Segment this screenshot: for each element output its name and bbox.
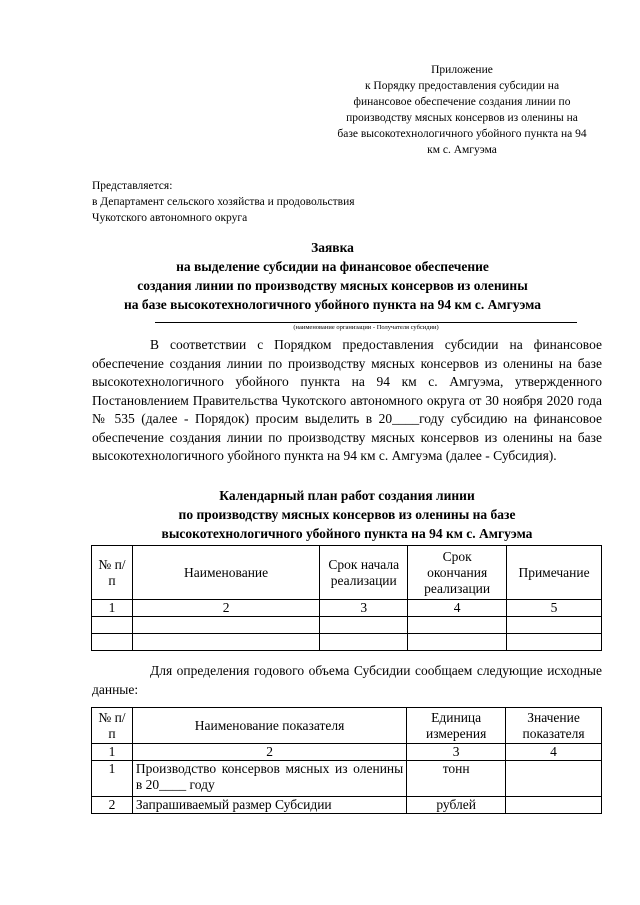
indicator-unit: тонн xyxy=(407,761,506,797)
number-cell: 1 xyxy=(92,600,133,617)
submitted-line: Чукотского автономного округа xyxy=(92,212,248,224)
header-cell: № п/п xyxy=(92,546,133,600)
title-line: на выделение субсидии на финансовое обеспечение xyxy=(176,259,489,274)
number-cell: 3 xyxy=(407,744,506,761)
table-row xyxy=(92,761,602,797)
calendar-plan-table xyxy=(91,545,602,651)
appendix-line: производству мясных консервов из оленины на xyxy=(346,112,578,124)
number-cell: 4 xyxy=(408,600,507,617)
request-paragraph xyxy=(92,336,602,466)
submitted-line: в Департамент сельского хозяйства и продовольствия xyxy=(92,196,355,208)
table-row xyxy=(92,634,602,651)
indicator-name: Производство консервов мясных из оленины в 20____ году xyxy=(132,761,406,797)
empty-cell xyxy=(92,617,133,634)
table-number-row xyxy=(92,600,602,617)
header-cell: Значение показателя xyxy=(506,708,602,744)
row-number: 1 xyxy=(92,761,133,797)
row-number: 2 xyxy=(92,797,133,814)
title-line: на базе высокотехнологичного убойного пункта на 94 км с. Амгуэма xyxy=(123,297,542,312)
initial-data-text: Для определения годового объема Субсидии сообщаем следующие исходные данные: xyxy=(92,663,602,697)
header-cell: Наименование показателя xyxy=(132,708,406,744)
appendix-line: базе высокотехнологичного убойного пункта на 94 xyxy=(337,128,587,140)
appendix-block xyxy=(318,62,606,158)
indicator-value xyxy=(506,797,602,814)
empty-cell xyxy=(320,617,408,634)
table-header-row xyxy=(92,546,602,600)
document-title xyxy=(60,238,605,314)
request-paragraph-text: В соответствии с Порядком предоставления субсидии на финансовое обеспечение создания линии по производству мясных консервов из оленины на базе высокотехнологичного убойного пункта на 94 км с. Амгуэма, утвержденного Постановлением Правительства Чукотского автономного округа от 30 ноября 2020 года № 535 (далее - Порядок) просим выделить в 20____году субсидию на финансовое обеспечение создания линии по производству мясных консервов из оленины на базе высокотехнологичного убойного пункта на 94 км с. Амгуэма (далее - Субсидия). xyxy=(92,337,602,463)
table-header-row xyxy=(92,708,602,744)
header-cell: № п/п xyxy=(92,708,133,744)
submitted-line: Представляется: xyxy=(92,180,173,192)
appendix-line: к Порядку предоставления субсидии на xyxy=(364,80,560,92)
appendix-line: Приложение xyxy=(431,64,493,76)
indicators-table xyxy=(91,707,602,814)
table-number-row xyxy=(92,744,602,761)
empty-cell xyxy=(320,634,408,651)
empty-cell xyxy=(507,634,602,651)
subtitle-line: Календарный план работ создания линии xyxy=(219,488,475,503)
table-row xyxy=(92,617,602,634)
submitted-to-block xyxy=(92,178,512,226)
title-line: создания линии по производству мясных консервов из оленины xyxy=(137,278,528,293)
table-row xyxy=(92,797,602,814)
empty-cell xyxy=(92,634,133,651)
appendix-line: км с. Амгуэма xyxy=(427,144,497,156)
title-line: Заявка xyxy=(311,240,354,255)
indicator-value xyxy=(506,761,602,797)
empty-cell xyxy=(408,617,507,634)
subtitle-line: по производству мясных консервов из оленины на базе xyxy=(178,507,516,522)
appendix-line: финансовое обеспечение создания линии по xyxy=(353,96,571,108)
header-cell: Срок начала реализации xyxy=(320,546,408,600)
number-cell: 1 xyxy=(92,744,133,761)
number-cell: 4 xyxy=(506,744,602,761)
empty-cell xyxy=(408,634,507,651)
empty-cell xyxy=(132,617,319,634)
empty-cell xyxy=(507,617,602,634)
indicator-name: Запрашиваемый размер Субсидии xyxy=(132,797,406,814)
organization-name-line xyxy=(155,322,577,323)
calendar-plan-title xyxy=(92,486,602,543)
header-cell: Примечание xyxy=(507,546,602,600)
organization-caption: (наименование организации - Получателя субсидии) xyxy=(293,324,439,331)
empty-cell xyxy=(132,634,319,651)
number-cell: 5 xyxy=(507,600,602,617)
number-cell: 3 xyxy=(320,600,408,617)
header-cell: Наименование xyxy=(132,546,319,600)
header-cell: Единица измерения xyxy=(407,708,506,744)
indicator-unit: рублей xyxy=(407,797,506,814)
header-cell: Срок окончания реализации xyxy=(408,546,507,600)
initial-data-paragraph xyxy=(92,662,602,699)
number-cell: 2 xyxy=(132,744,406,761)
number-cell: 2 xyxy=(132,600,319,617)
subtitle-line: высокотехнологичного убойного пункта на 94 км с. Амгуэма xyxy=(161,526,533,541)
